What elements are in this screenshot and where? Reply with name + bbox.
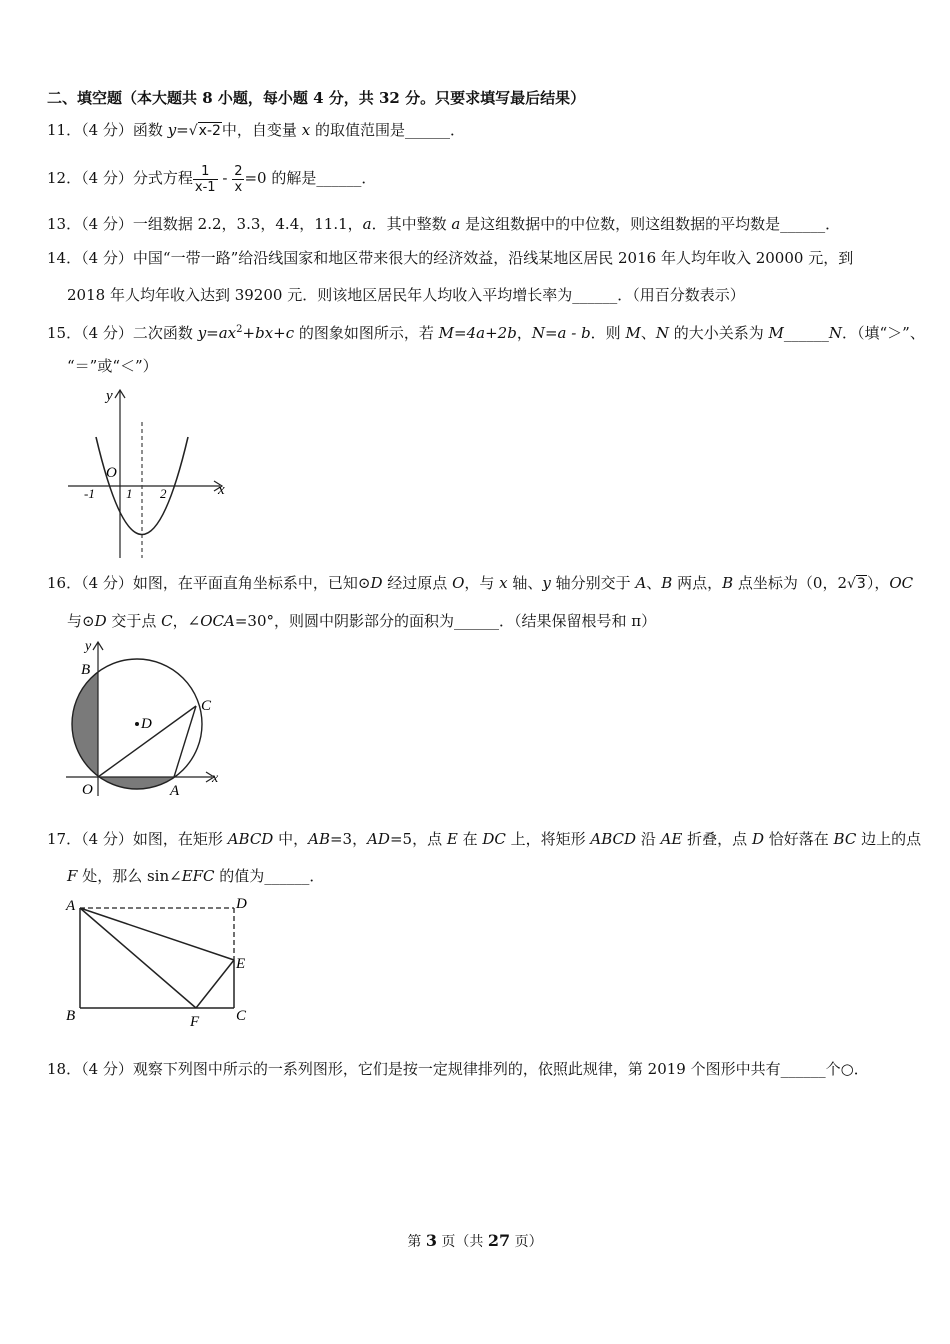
- q16-text-line2-e: ．（结果保留根号和 π）: [499, 612, 657, 630]
- fig16-x-label: x: [212, 771, 219, 786]
- q16-text-a: 如图，在平面直角坐标系中，已知⊙: [132, 574, 371, 592]
- q16-text-line2-a: 与⊙: [67, 612, 95, 630]
- q11-var-x: x: [301, 121, 311, 139]
- q16-var-D: D: [370, 574, 383, 592]
- fig17-C-label: C: [236, 1008, 247, 1024]
- q15-text-d: 的大小关系为: [668, 324, 769, 342]
- q12-fraction-2: [232, 164, 244, 195]
- question-14-line2: [67, 285, 745, 305]
- segment-CA: [174, 706, 196, 777]
- q15-sep: ，: [516, 324, 532, 342]
- q13-text-b: ．其中整数: [371, 215, 452, 233]
- q15-text: 二次函数: [132, 324, 198, 342]
- q13-end: ．: [825, 215, 841, 233]
- q13-score: （4 分）: [81, 215, 133, 233]
- footer-pre: 第: [407, 1234, 426, 1250]
- q13-answer-blank[interactable]: ______: [780, 215, 826, 233]
- q17-text-h: 折叠，点: [682, 830, 752, 848]
- q15-var-M: M: [438, 324, 455, 342]
- q17-text-d: =5，点: [389, 830, 447, 848]
- q16-radicand: 3: [856, 576, 866, 592]
- section-title: 二、填空题（本大题共 8 小题，每小题 4 分，共 32 分。只要求填写最后结果）: [47, 89, 586, 107]
- q17-var-ABCD2: ABCD: [590, 830, 637, 848]
- q15-answer-blank[interactable]: ______: [783, 324, 829, 342]
- q14-answer-blank[interactable]: ______: [572, 286, 618, 304]
- figure-rectangle-fold: [62, 892, 262, 1032]
- q16-var-O: O: [452, 574, 465, 592]
- segment-FE: [196, 960, 234, 1008]
- question-15-line2: “＝”或“＜”）: [67, 357, 158, 375]
- q16-var-C: C: [161, 612, 173, 630]
- q16-var-x: x: [499, 574, 508, 592]
- q16-var-OCA: OCA: [200, 612, 235, 630]
- segment-AE: [80, 908, 234, 960]
- question-15: [47, 320, 925, 343]
- q16-var-A: A: [635, 574, 647, 592]
- q15-m-def: =4a+2b: [454, 324, 517, 342]
- q14-text-line2: 2018 年人均年收入达到 39200 元．则该地区居民年人均收入平均增长率为: [67, 286, 573, 304]
- q17-var-AE: AE: [660, 830, 683, 848]
- q13-number: 13．: [47, 215, 82, 233]
- q16-var-y: y: [542, 574, 551, 592]
- q13-var-a2: a: [451, 215, 461, 233]
- q16-text-e: 轴分别交于: [550, 574, 636, 592]
- q16-number: 16．: [47, 574, 82, 592]
- footer-total-pages: 27: [487, 1231, 511, 1250]
- q11-number: 11．: [47, 121, 82, 139]
- q12-answer-blank[interactable]: ______: [316, 169, 362, 187]
- q13-var-a: a: [362, 215, 372, 233]
- q11-text: 函数: [132, 121, 168, 139]
- q11-eq: =: [176, 121, 189, 139]
- footer-mid: 页（共: [436, 1234, 488, 1250]
- q12-text-b: =0 的解是: [244, 169, 317, 187]
- frac1-denominator: x-1: [194, 179, 216, 195]
- q16-text-d: 轴、: [507, 574, 543, 592]
- q17-var-E: E: [446, 830, 458, 848]
- q16-text-g: 两点，: [672, 574, 723, 592]
- q17-text-i: 恰好落在: [763, 830, 834, 848]
- q11-text-b: 中，自变量: [221, 121, 302, 139]
- q15-dot: 、: [640, 324, 656, 342]
- q15-number: 15．: [47, 324, 82, 342]
- q11-end: ．: [449, 121, 465, 139]
- q18-answer-blank[interactable]: ______: [780, 1060, 826, 1078]
- question-17: [47, 829, 921, 849]
- center-D-point: [135, 722, 139, 726]
- q16-score: （4 分）: [81, 574, 133, 592]
- q12-end: ．: [361, 169, 377, 187]
- page-footer: [0, 1231, 950, 1251]
- segment-AF: [80, 908, 196, 1008]
- q16-text-h: 点坐标为（0，2: [733, 574, 847, 592]
- footer-page-number: 3: [425, 1231, 437, 1250]
- q16-var-B2: B: [722, 574, 734, 592]
- q16-var-B: B: [661, 574, 673, 592]
- q16-text-b: 经过原点: [382, 574, 453, 592]
- q17-text-f: 上，将矩形: [505, 830, 591, 848]
- q14-number: 14．: [47, 249, 82, 267]
- q17-var-DC: DC: [482, 830, 506, 848]
- q11-text-c: 的取值范围是: [310, 121, 405, 139]
- fig16-D-label: D: [141, 716, 152, 732]
- fig16-B-label: B: [81, 662, 91, 678]
- fig16-C-label: C: [201, 698, 212, 714]
- fig15-x-label: x: [218, 482, 225, 498]
- q12-minus: -: [217, 169, 233, 187]
- q15-var-M3: M: [768, 324, 784, 342]
- q15-func: y=ax: [197, 324, 237, 342]
- q16-var-OC: OC: [889, 574, 914, 592]
- q17-score: （4 分）: [81, 830, 133, 848]
- q16-sqrt: √3: [847, 576, 866, 592]
- q16-text-line2-b: 交于点: [106, 612, 162, 630]
- q18-text-b: 个○．: [825, 1060, 869, 1078]
- fig17-D-label: D: [236, 896, 247, 912]
- frac2-numerator: 2: [234, 163, 243, 179]
- fig15-origin-label: O: [106, 465, 117, 481]
- question-18: [47, 1059, 869, 1079]
- q13-text: 一组数据 2.2，3.3，4.4，11.1，: [132, 215, 363, 233]
- q16-text-i: ），: [866, 574, 890, 592]
- fig15-tick-2: 2: [160, 486, 167, 501]
- q12-score: （4 分）: [81, 169, 133, 187]
- q17-number: 17．: [47, 830, 82, 848]
- q13-text-c: 是这组数据中的中位数，则这组数据的平均数是: [460, 215, 781, 233]
- q17-text-line2-b: 的值为: [214, 867, 265, 885]
- question-16-line2: [67, 611, 656, 631]
- q11-radicand: x-2: [198, 123, 221, 139]
- frac2-denominator: x: [234, 179, 243, 195]
- q17-text-line2-a: 处，那么 sin∠: [77, 867, 182, 885]
- q17-var-F: F: [67, 867, 78, 885]
- q11-var-y: y: [167, 121, 177, 139]
- fig15-tick-1: 1: [126, 486, 133, 501]
- q12-number: 12．: [47, 169, 82, 187]
- question-17-line2: [67, 866, 324, 886]
- frac1-numerator: 1: [193, 164, 218, 180]
- q17-end: ．: [309, 867, 325, 885]
- q16-var-D2: D: [94, 612, 107, 630]
- q17-var-AD: AD: [367, 830, 390, 848]
- q17-answer-blank[interactable]: ______: [264, 867, 310, 885]
- q18-number: 18．: [47, 1060, 82, 1078]
- figure-parabola: [62, 382, 232, 562]
- q16-text-line2-c: ，∠: [172, 612, 201, 630]
- q17-var-EFC: EFC: [181, 867, 215, 885]
- fig15-y-label: y: [106, 388, 113, 404]
- q15-func-b: +bx+c: [242, 324, 295, 342]
- q14-text-line1: 中国“一带一路”给沿线国家和地区带来很大的经济效益，沿线某地区居民 2016 年人均年收入 20000 元，到: [132, 249, 854, 267]
- fig16-A-label: A: [170, 783, 180, 799]
- q12-fraction-1: [193, 164, 218, 195]
- fig17-A-label: A: [66, 898, 76, 914]
- q16-text-c: ，与: [464, 574, 500, 592]
- question-12: [47, 160, 376, 196]
- q15-var-N2: N: [655, 324, 669, 342]
- fig17-B-label: B: [66, 1008, 76, 1024]
- q15-text-e: ．（填“＞”、: [841, 324, 925, 342]
- fig17-E-label: E: [236, 956, 246, 972]
- question-13: [47, 214, 840, 234]
- q11-score: （4 分）: [81, 121, 133, 139]
- q15-score: （4 分）: [81, 324, 133, 342]
- q15-sup: 2: [236, 324, 243, 335]
- q17-text-b: 中，: [273, 830, 309, 848]
- q15-var-M2: M: [625, 324, 641, 342]
- q17-text-c: =3，: [329, 830, 368, 848]
- q17-text-e: 在: [457, 830, 483, 848]
- q11-sqrt: √x-2: [188, 123, 221, 139]
- q15-var-N3: N: [828, 324, 842, 342]
- q14-text-line2-end: ．（用百分数表示）: [617, 286, 745, 304]
- q17-var-BC: BC: [833, 830, 857, 848]
- q11-answer-blank[interactable]: ______: [404, 121, 450, 139]
- q16-answer-blank[interactable]: ______: [454, 612, 499, 630]
- fig15-tick-minus1: -1: [84, 486, 95, 501]
- q17-text-g: 沿: [636, 830, 661, 848]
- footer-post: 页）: [510, 1234, 543, 1250]
- question-14: [47, 248, 853, 268]
- q16-text-line2-d: =30°，则圆中阴影部分的面积为: [234, 612, 454, 630]
- q17-var-ABCD: ABCD: [227, 830, 274, 848]
- q17-text-a: 如图，在矩形: [132, 830, 228, 848]
- fig16-O-label: O: [82, 782, 93, 798]
- q14-score: （4 分）: [81, 249, 133, 267]
- fig16-y-label: y: [85, 639, 92, 654]
- figure-circle: [62, 636, 232, 802]
- q12-text: 分式方程: [132, 169, 193, 187]
- q17-var-D: D: [751, 830, 764, 848]
- q15-text-c: ．则: [590, 324, 626, 342]
- question-11: [47, 120, 465, 141]
- q16-text-f: 、: [646, 574, 662, 592]
- q15-n-def: =a - b: [544, 324, 591, 342]
- q18-score: （4 分）: [81, 1060, 133, 1078]
- q15-var-N: N: [531, 324, 545, 342]
- q17-var-AB: AB: [308, 830, 330, 848]
- q17-text-j: 边上的点: [856, 830, 922, 848]
- q18-text: 观察下列图中所示的一系列图形，它们是按一定规律排列的，依照此规律，第 2019 个图形中共有: [132, 1060, 781, 1078]
- question-16: [47, 573, 913, 594]
- q15-text-b: 的图象如图所示，若: [294, 324, 439, 342]
- fig17-F-label: F: [190, 1014, 200, 1030]
